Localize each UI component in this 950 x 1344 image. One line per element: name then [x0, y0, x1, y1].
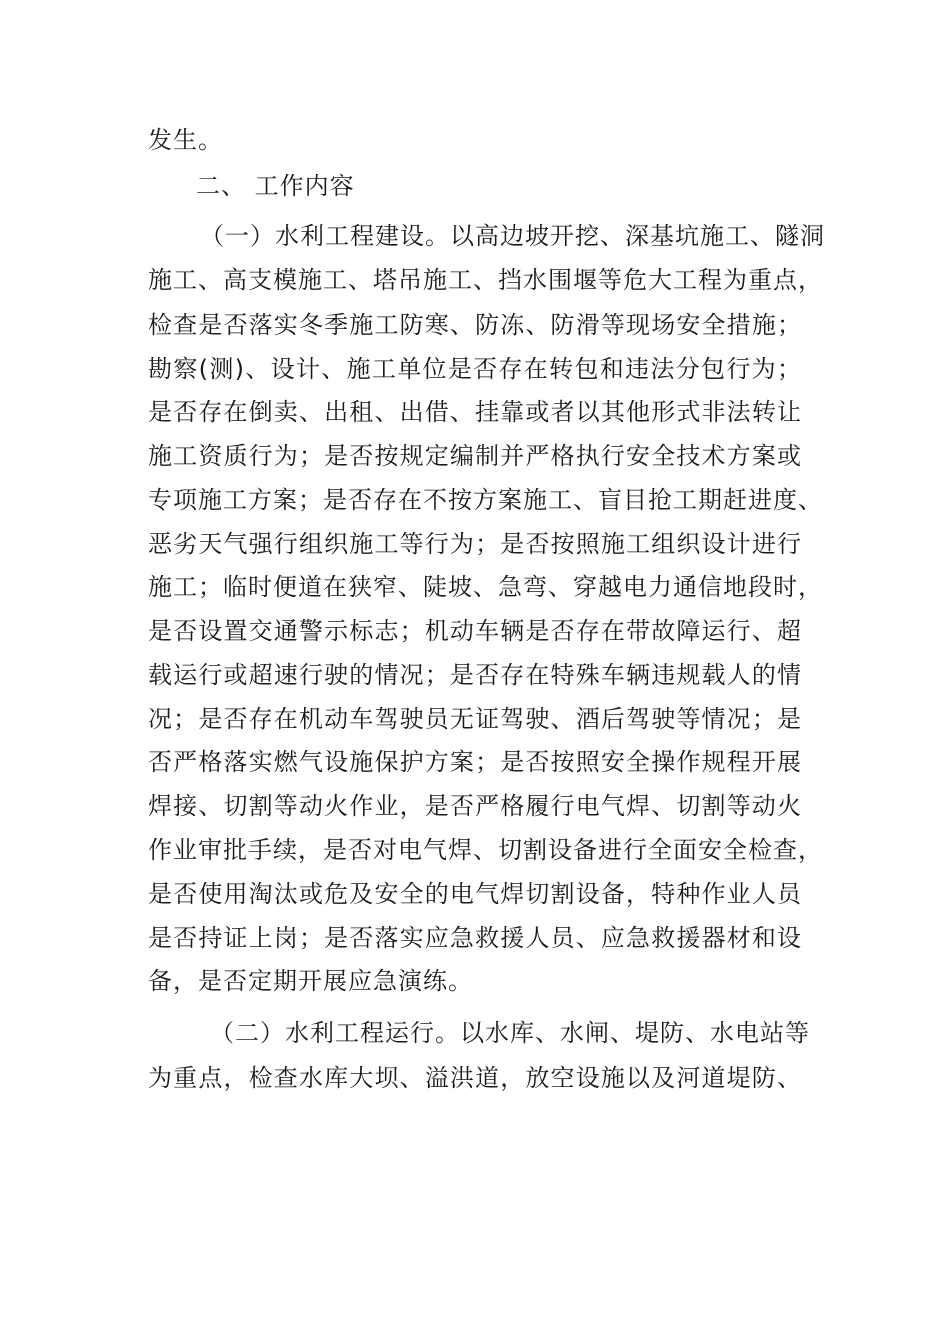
paragraph-line: 备，是否定期开展应急演练。 [148, 967, 473, 995]
paragraph-line: 作业审批手续，是否对电气焊、切割设备进行全面安全检查， [148, 836, 823, 864]
paragraph-line: 为重点，检查水库大坝、溢洪道，放空设施以及河道堤防、 [148, 1064, 802, 1092]
paragraph-line: 是否设置交通警示标志；机动车辆是否存在带故障运行、超 [148, 617, 802, 645]
paragraph-line: 况；是否存在机动车驾驶员无证驾驶、酒后驾驶等情况；是 [148, 705, 802, 733]
paragraph-line: 勘察(测)、设计、施工单位是否存在转包和违法分包行为； [148, 355, 802, 383]
paragraph-line: （二）水利工程运行。以水库、水闸、堤防、水电站等 [210, 1019, 810, 1047]
previous-paragraph-tail: 发生。 [148, 126, 223, 154]
paragraph-line: 检查是否落实冬季施工防寒、防冻、防滑等现场安全措施； [148, 311, 802, 339]
paragraph-line: 施工资质行为；是否按规定编制并严格执行安全技术方案或 [148, 442, 802, 470]
paragraph-line: 施工；临时便道在狭窄、陡坡、急弯、穿越电力通信地段时， [148, 573, 823, 601]
paragraph-line: 施工、高支模施工、塔吊施工、挡水围堰等危大工程为重点， [148, 266, 823, 294]
paragraph-line: 载运行或超速行驶的情况；是否存在特殊车辆违规载人的情 [148, 661, 802, 689]
paragraph-line: 是否持证上岗；是否落实应急救援人员、应急救援器材和设 [148, 924, 802, 952]
paragraph-line: 恶劣天气强行组织施工等行为；是否按照施工组织设计进行 [148, 530, 802, 558]
paragraph-line: 专项施工方案；是否存在不按方案施工、盲目抢工期赶进度、 [148, 486, 823, 514]
paragraph-line: 否严格落实燃气设施保护方案；是否按照安全操作规程开展 [148, 748, 802, 776]
section-heading: 二、 工作内容 [196, 172, 355, 200]
paragraph-line: 是否存在倒卖、出租、出借、挂靠或者以其他形式非法转让 [148, 398, 802, 426]
paragraph-line: （一）水利工程建设。以高边坡开挖、深基坑施工、隧洞 [200, 222, 825, 250]
paragraph-line: 是否使用淘汰或危及安全的电气焊切割设备，特种作业人员 [148, 880, 802, 908]
paragraph-line: 焊接、切割等动火作业，是否严格履行电气焊、切割等动火 [148, 792, 802, 820]
